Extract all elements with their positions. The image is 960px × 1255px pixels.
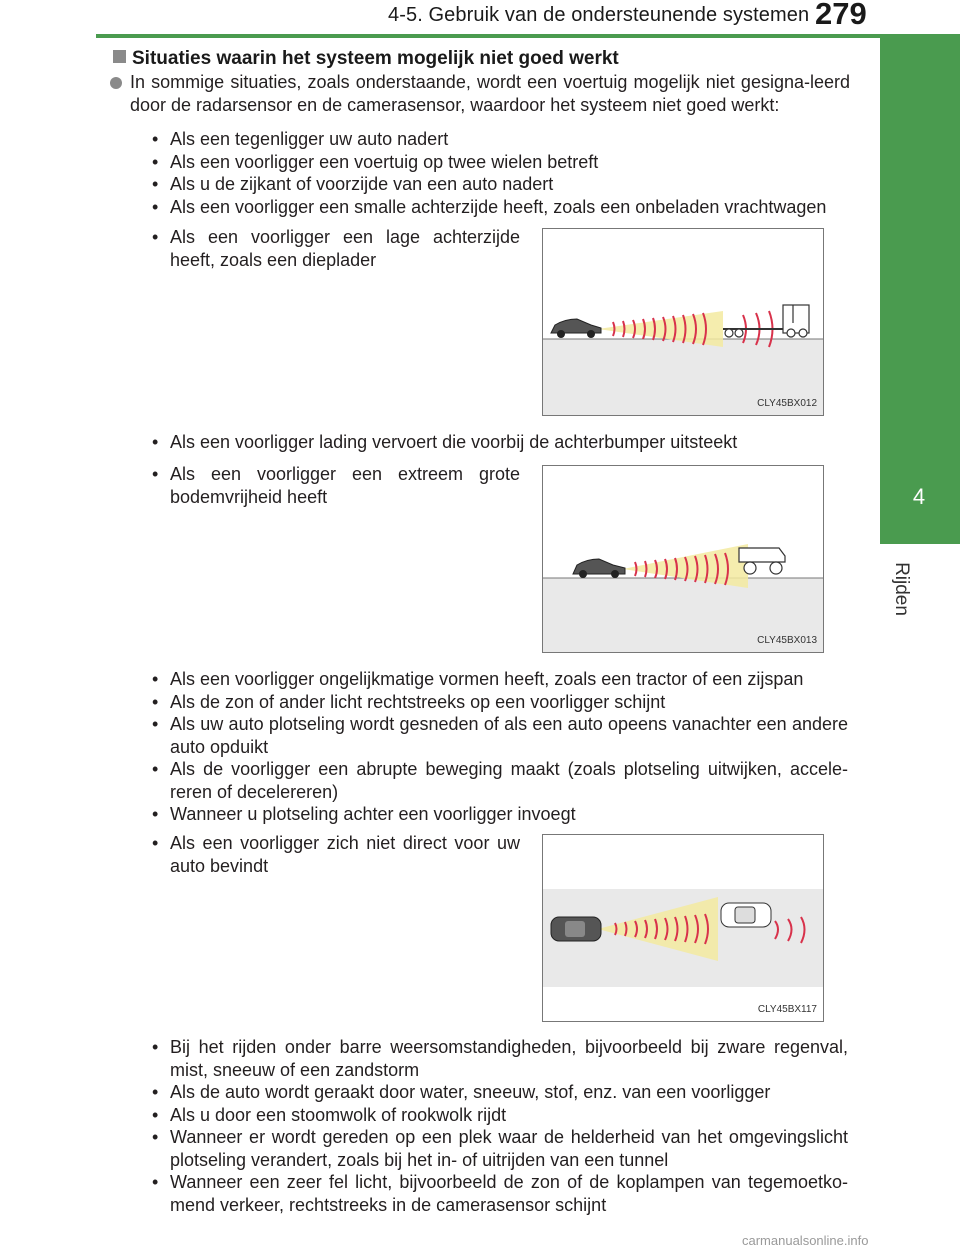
list-item: • Als een voorligger een smalle achterzijde heeft, zoals een onbeladen vrachtwagen [148, 196, 848, 219]
low-loader-illustration [543, 229, 823, 415]
figure-low-loader [542, 228, 824, 416]
list-item: • Als een voorligger een extreem grote bodemvrijheid heeft [148, 463, 520, 508]
header-rule [96, 34, 960, 38]
lead-car-top-icon [721, 903, 771, 927]
list-item: • Als een voorligger lading vervoert die voorbij de achterbumper uitsteekt [148, 431, 848, 454]
section-heading-text: Situaties waarin het systeem mogelijk niet goed werkt [132, 48, 619, 69]
list-item: • Als een tegenligger uw auto nadert [148, 128, 848, 151]
page-header [0, 0, 960, 40]
list-item: • Als de zon of ander licht rechtstreeks op een voorligger schijnt [148, 691, 848, 714]
list-item: • Als uw auto plotseling wordt gesneden of als een auto opeens vanachter een andere auto opduikt [148, 713, 848, 758]
situation-list-1 [148, 128, 848, 218]
intro-text: In sommige situaties, zoals onderstaande, wordt een voertuig mogelijk niet gesigna-leerd door de radarsensor en de camerasensor, waardoor het systeem niet goed werkt: [130, 72, 850, 115]
situation-list-2 [148, 668, 848, 826]
chapter-title: 4-5. Gebruik van de ondersteunende systemen [388, 4, 810, 26]
intro-paragraph [130, 71, 850, 117]
chapter-tab-number: 4 [912, 484, 926, 509]
list-item: • Als u door een stoomwolk of rookwolk rijdt [148, 1104, 848, 1127]
list-item: • Wanneer er wordt gereden op een plek waar de helderheid van het omgevingslicht plotseling verandert, zoals bij het in- of uitrijden van een tunnel [148, 1126, 848, 1171]
cargo-item [148, 431, 848, 454]
figure-offset-vehicle [542, 834, 824, 1022]
offset-vehicle-illustration [543, 835, 823, 1021]
suv-icon [739, 548, 785, 574]
page-number: 279 [815, 0, 867, 31]
figure-code: CLY45BX012 [757, 398, 817, 409]
clearance-item [148, 463, 520, 508]
list-item: • Wanneer een zeer fel licht, bijvoorbeeld de zon of de koplampen van tegemoetko-mend verkeer, rechtstreeks in de camerasensor schijnt [148, 1171, 848, 1216]
watermark: carmanualsonline.info [742, 1233, 869, 1248]
list-item: • Als een voorligger zich niet direct voor uw auto bevindt [148, 832, 520, 877]
high-clearance-illustration [543, 466, 823, 652]
list-item: • Als een voorligger een voertuig op twee wielen betreft [148, 151, 848, 174]
low-rear-item [148, 226, 520, 271]
figure-code: CLY45BX013 [757, 635, 817, 646]
list-item: • Als een voorligger een lage achterzijde heeft, zoals een dieplader [148, 226, 520, 271]
own-car-icon [551, 319, 601, 338]
situation-list-3 [148, 1036, 848, 1216]
list-item: • Als de auto wordt geraakt door water, sneeuw, stof, enz. van een voorligger [148, 1081, 848, 1104]
figure-code: CLY45BX117 [757, 1004, 817, 1015]
list-item: • Als u de zijkant of voorzijde van een auto nadert [148, 173, 848, 196]
truck-icon [723, 305, 809, 337]
list-item: • Als een voorligger ongelijkmatige vormen heeft, zoals een tractor of een zijspan [148, 668, 848, 691]
own-car-icon [573, 559, 625, 578]
list-item: • Wanneer u plotseling achter een voorligger invoegt [148, 803, 848, 826]
chapter-side-tab [880, 36, 960, 544]
section-heading [113, 48, 619, 70]
chapter-side-label [890, 548, 926, 628]
circle-bullet-icon [110, 77, 122, 89]
list-item: • Als de voorligger een abrupte beweging maakt (zoals plotseling uitwijken, accele-reren of decelereren) [148, 758, 848, 803]
figure-high-clearance [542, 465, 824, 653]
own-car-top-icon [551, 917, 601, 941]
square-bullet-icon [113, 50, 126, 63]
chapter-side-label-text: Rijden [890, 562, 912, 616]
not-ahead-item [148, 832, 520, 877]
list-item: • Bij het rijden onder barre weersomstandigheden, bijvoorbeeld bij zware regenval, mist, sneeuw of een zandstorm [148, 1036, 848, 1081]
